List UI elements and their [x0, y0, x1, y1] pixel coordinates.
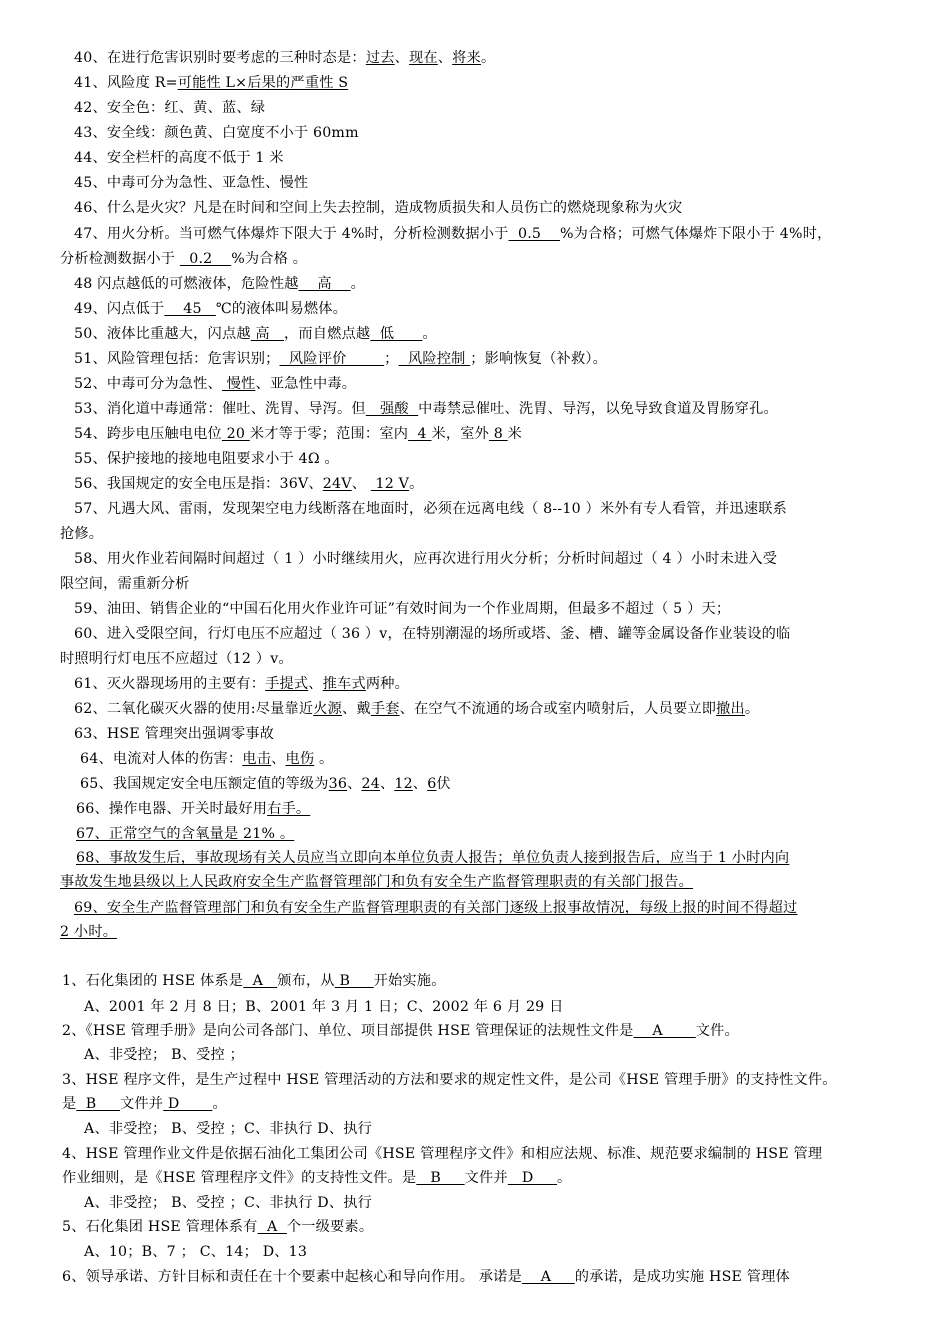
line-segment: 66、操作电器、开关时最好用	[76, 801, 268, 817]
underlined-answer: B	[76, 1096, 120, 1112]
line-segment: %为合格 。	[231, 251, 308, 267]
line-segment: 、	[394, 50, 409, 66]
line-segment: 伏	[436, 776, 451, 792]
line-segment: 53、消化道中毒通常：催吐、洗胃、导泻。但	[74, 401, 366, 417]
text-line	[80, 774, 930, 794]
line-segment: 米	[507, 426, 523, 442]
text-line	[62, 1070, 912, 1090]
line-segment: ，而自燃点越	[283, 326, 371, 342]
underlined-answer: 高	[298, 276, 351, 292]
line-segment: 1、石化集团的 HSE 体系是	[62, 973, 244, 989]
line-segment: 、	[379, 776, 395, 792]
line-segment: 。	[314, 751, 334, 767]
line-segment: %为合格；可燃气体爆炸下限小于 4%时，	[559, 226, 832, 242]
line-segment: 6、领导承诺、方针目标和责任在十个要素中起核心和导向作用。 承诺是	[62, 1269, 522, 1285]
underlined-answer: 火源	[313, 701, 343, 717]
line-text: 63、HSE 管理突出强调零事故	[74, 726, 275, 742]
underlined-answer: 12	[394, 776, 413, 792]
line-segment: 、在空气不流通的场合或室内喷射后，人员要立即	[399, 701, 717, 717]
line-segment: 、戴	[342, 701, 371, 717]
line-text: 45、中毒可分为急性、亚急性、慢性	[74, 175, 309, 191]
line-segment: 两种。	[365, 676, 410, 692]
line-text: 限空间，需重新分析	[60, 576, 190, 592]
line-text: 58、用火作业若间隔时间超过（ 1 ）小时继续用火，应再次进行用火分析；分析时间超过（ 4 ）小时未进入受	[74, 551, 778, 567]
line-segment: 。	[212, 1096, 227, 1112]
line-segment: 米才等于零；范围：室内	[249, 426, 409, 442]
line-segment: ；影响恢复（补救）。	[470, 351, 608, 367]
line-segment: 文件。	[695, 1023, 739, 1039]
text-line	[74, 299, 924, 319]
line-segment: 文件并	[120, 1096, 164, 1112]
line-segment: 颁布，从	[277, 973, 335, 989]
line-segment: 、	[271, 751, 286, 767]
underlined-answer: 36	[328, 776, 348, 792]
underlined-answer: 0.2	[179, 251, 232, 267]
line-text: 46、什么是火灾？凡是在时间和空间上失去控制，造成物质损失和人员伤亡的燃烧现象称为火灾	[74, 200, 683, 216]
text-line	[62, 1217, 912, 1237]
underlined-answer: B	[416, 1170, 465, 1186]
text-line	[74, 898, 924, 918]
text-line	[62, 1267, 912, 1287]
text-line	[74, 674, 924, 694]
text-line	[80, 749, 930, 769]
text-line	[62, 971, 912, 991]
line-segment: 51、风险管理包括：危害识别；	[74, 351, 280, 367]
underlined-answer: A	[257, 1219, 287, 1235]
line-segment: 49、闪点低于	[74, 301, 165, 317]
line-text: 60、进入受限空间，行灯电压不应超过（ 36 ）v，在特别潮湿的场所或塔、釜、槽、罐等金属设备作业装设的临	[74, 626, 791, 642]
text-line	[74, 449, 924, 469]
text-line	[74, 474, 924, 494]
line-text: 抢修。	[60, 526, 104, 542]
line-text: A、非受控； B、受控 ；	[84, 1047, 244, 1063]
underlined-answer: 风险评价	[279, 351, 385, 367]
line-segment: 48 闪点越低的可燃液体，危险性越	[74, 276, 299, 292]
text-line	[76, 824, 926, 844]
underlined-answer: 高	[250, 326, 284, 342]
text-line	[60, 249, 910, 269]
text-line	[74, 699, 924, 719]
text-line	[74, 98, 924, 118]
underlined-answer: 电击	[242, 751, 272, 767]
text-line	[74, 374, 924, 394]
underlined-answer: 强酸	[365, 401, 419, 417]
text-line	[62, 1144, 912, 1164]
line-segment: 、	[308, 676, 323, 692]
underlined-answer: 68、事故发生后，事故现场有关人员应当立即向本单位负责人报告；单位负责人接到报告后，应当于 1 小时内向	[76, 850, 790, 866]
text-line	[74, 599, 924, 619]
underlined-answer: 0.5	[508, 226, 560, 242]
underlined-answer: 6	[427, 776, 437, 792]
underlined-answer: 12 V	[370, 476, 410, 492]
text-line	[74, 148, 924, 168]
line-text: A、10；B、7 ； C、14； D、13	[84, 1244, 308, 1260]
text-line	[74, 274, 924, 294]
underlined-answer: 4	[408, 426, 432, 442]
line-segment: 5、石化集团 HSE 管理体系有	[62, 1219, 258, 1235]
underlined-answer: 推车式	[322, 676, 366, 692]
underlined-answer: 风险控制	[398, 351, 471, 367]
line-segment: 65、我国规定安全电压额定值的等级为	[80, 776, 329, 792]
line-segment: 、	[437, 50, 453, 66]
line-segment: 、	[351, 476, 371, 492]
text-line	[60, 922, 910, 942]
line-segment: 62、二氧化碳灭火器的使用:尽量靠近	[74, 701, 314, 717]
text-line	[74, 399, 924, 419]
line-segment: 54、跨步电压触电电位	[74, 426, 222, 442]
text-line	[76, 799, 926, 819]
line-segment: 。	[744, 701, 760, 717]
line-segment: ℃的液体叫易燃体。	[215, 301, 347, 317]
underlined-answer: 电伤	[285, 751, 315, 767]
text-line	[74, 123, 924, 143]
line-text: 59、油田、销售企业的“中国石化用火作业许可证”有效时间为一个作业周期，但最多不超过（ 5 ）天；	[74, 601, 731, 617]
underlined-answer: 慢性	[221, 376, 256, 392]
text-line	[74, 48, 924, 68]
line-segment: 41、风险度 R=	[74, 75, 178, 91]
text-line	[74, 324, 924, 344]
line-text: 44、安全栏杆的高度不低于 1 米	[74, 150, 284, 166]
underlined-answer: 右手。	[267, 801, 311, 817]
line-text: A、非受控； B、受控 ；C、非执行 D、执行	[84, 1121, 373, 1137]
line-segment: 作业细则，是《HSE 管理程序文件》的支持性文件。是	[62, 1170, 417, 1186]
text-line	[84, 1119, 934, 1139]
line-segment: 。	[557, 1170, 572, 1186]
line-segment: 米，室外	[431, 426, 490, 442]
line-segment: 56、我国规定的安全电压是指：36V、	[74, 476, 323, 492]
text-line	[76, 848, 926, 868]
text-line	[74, 424, 924, 444]
line-segment: ；	[384, 351, 399, 367]
line-segment: 。	[350, 276, 366, 292]
line-segment: 47、用火分析。当可燃气体爆炸下限大于 4%时，分析检测数据小于	[74, 226, 509, 242]
underlined-answer: D	[163, 1096, 213, 1112]
text-line	[74, 549, 924, 569]
line-segment: 。	[480, 50, 496, 66]
text-line	[60, 524, 910, 544]
text-line	[74, 73, 924, 93]
line-segment: 中毒禁忌催吐、洗胃、导泻，以免导致食道及胃肠穿孔。	[418, 401, 778, 417]
text-line	[84, 1193, 934, 1213]
underlined-answer: 24	[361, 776, 380, 792]
underlined-answer: A	[243, 973, 278, 989]
text-line	[84, 1242, 934, 1262]
text-line	[74, 224, 924, 244]
line-segment: 个一级要素。	[286, 1219, 374, 1235]
underlined-answer: 撤出	[716, 701, 745, 717]
line-segment: 2、《HSE 管理手册》是向公司各部门、单位、项目部提供 HSE 管理保证的法规性文件是	[62, 1023, 634, 1039]
line-segment: 、	[347, 776, 362, 792]
line-segment: 40、在进行危害识别时要考虑的三种时态是：	[74, 50, 366, 66]
line-segment: 的承诺，是成功实施 HSE 管理体	[574, 1269, 790, 1285]
text-line	[60, 574, 910, 594]
underlined-answer: 2 小时。	[60, 924, 118, 940]
underlined-answer: 低	[370, 326, 423, 342]
line-text: 55、保护接地的接地电阻要求小于 4Ω 。	[74, 451, 339, 467]
text-line	[84, 1045, 934, 1065]
underlined-answer: A	[521, 1269, 575, 1285]
underlined-answer: 20	[221, 426, 250, 442]
line-segment: 61、灭火器现场用的主要有：	[74, 676, 266, 692]
line-segment: 、亚急性中毒。	[255, 376, 357, 392]
underlined-answer: 可能性 L×后果的严重性 S	[177, 75, 349, 91]
text-line	[74, 624, 924, 644]
text-line	[62, 1021, 912, 1041]
underlined-answer: 过去	[365, 50, 395, 66]
line-segment: 。	[409, 476, 424, 492]
text-line	[84, 997, 934, 1017]
line-segment: 50、液体比重越大，闪点越	[74, 326, 251, 342]
text-line	[60, 872, 910, 892]
line-segment: 52、中毒可分为急性、	[74, 376, 222, 392]
underlined-answer: 24V	[322, 476, 352, 492]
underlined-answer: 事故发生地县级以上人民政府安全生产监督管理部门和负有安全生产监督管理职责的有关部门报告。	[60, 874, 694, 890]
underlined-answer: 69、安全生产监督管理部门和负有安全生产监督管理职责的有关部门逐级上报事故情况，每级上报的时间不得超过	[74, 900, 798, 916]
line-segment: 是	[62, 1096, 77, 1112]
underlined-answer: 45	[164, 301, 216, 317]
underlined-answer: 67、正常空气的含氧量是 21% 。	[76, 826, 295, 842]
line-text: 时照明行灯电压不应超过（12 ）v。	[60, 651, 293, 667]
underlined-answer: 手套	[370, 701, 400, 717]
text-line	[74, 349, 924, 369]
line-text: 43、安全线：颜色黄、白宽度不小于 60mm	[74, 125, 359, 141]
line-segment: 、	[412, 776, 428, 792]
text-line	[74, 724, 924, 744]
underlined-answer: A	[633, 1023, 696, 1039]
underlined-answer: 将来	[452, 50, 481, 66]
text-line	[62, 1168, 912, 1188]
line-text: 4、HSE 管理作业文件是依据石油化工集团公司《HSE 管理程序文件》和相应法规、标准、规范要求编制的 HSE 管理	[62, 1146, 823, 1162]
text-line	[62, 1094, 912, 1114]
underlined-answer: D	[507, 1170, 558, 1186]
text-line	[74, 499, 924, 519]
line-segment: 文件并	[464, 1170, 508, 1186]
line-text: 57、凡遇大风、雷雨，发现架空电力线断落在地面时，必须在远离电线（ 8--10 ）米外有专人看管，并迅速联系	[74, 501, 787, 517]
line-segment: 。	[422, 326, 437, 342]
text-line	[74, 198, 924, 218]
text-line	[60, 649, 910, 669]
underlined-answer: B	[334, 973, 374, 989]
line-segment: 分析检测数据小于	[60, 251, 180, 267]
line-text: A、2001 年 2 月 8 日；B、2001 年 3 月 1 日；C、2002 年 6 月 29 日	[84, 999, 564, 1015]
text-line	[74, 173, 924, 193]
underlined-answer: 手提式	[265, 676, 309, 692]
underlined-answer: 8	[489, 426, 508, 442]
line-segment: 开始实施。	[373, 973, 446, 989]
line-text: 3、HSE 程序文件，是生产过程中 HSE 管理活动的方法和要求的规定性文件，是公司《HSE 管理手册》的支持性文件。	[62, 1072, 837, 1088]
line-text: A、非受控； B、受控 ；C、非执行 D、执行	[84, 1195, 373, 1211]
line-segment: 64、电流对人体的伤害：	[80, 751, 243, 767]
underlined-answer: 现在	[409, 50, 438, 66]
line-text: 42、安全色：红、黄、蓝、绿	[74, 100, 266, 116]
